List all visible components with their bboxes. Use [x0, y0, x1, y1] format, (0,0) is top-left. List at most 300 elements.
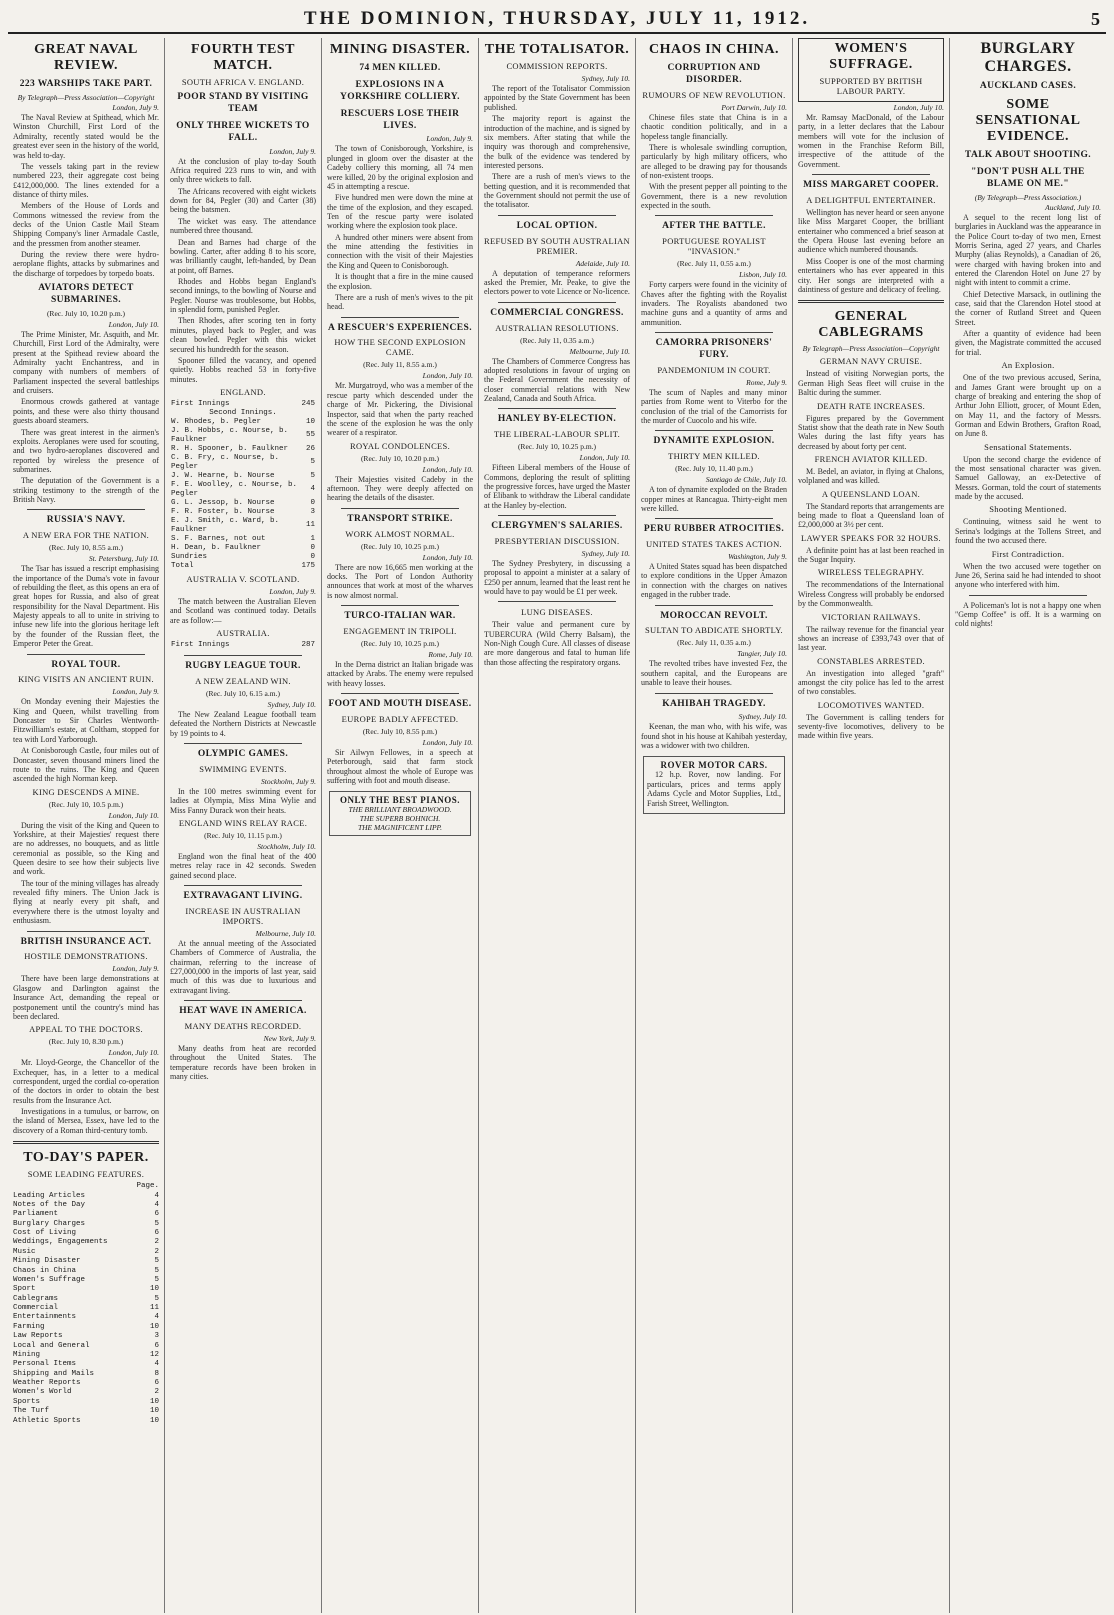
cable-head: A QUEENSLAND LOAN. — [821, 488, 921, 499]
article-paragraph: Instead of visiting Norwegian ports, the German High Seas fleet will cruise in the Baltic during the summer. — [798, 369, 944, 398]
article-paragraph: During the review there were hydro-aeroplane flights, attacks by submarines and the discharge of torpedoes by torpedo boats. — [13, 250, 159, 278]
article-paragraph: Mr. Ramsay MacDonald, of the Labour party, in a letter declares that the Labour members will vote for the inclusion of women in the Franchise Reform Bill, irrespective of the attitude of the Government. — [798, 113, 944, 169]
divider — [812, 174, 930, 175]
article-paragraph: Spooner filled the vacancy, and opened quietly. Hobbs reached 53 in forty-five minutes. — [170, 355, 316, 384]
subhead: SOME LEADING FEATURES. — [27, 1169, 145, 1180]
article-paragraph: Their Majesties visited Cadeby in the afternoon. They were deeply affected on hearing the details of the disaster. — [327, 474, 473, 503]
article-paragraph: At the conclusion of play to-day South Africa required 223 runs to win, and with only three wickets to fall. — [170, 156, 316, 185]
table-row: F. E. Woolley, c. Nourse, b. Pegler 4 — [171, 480, 315, 498]
headline-burglary-charges: BURGLARY CHARGES. — [980, 40, 1076, 75]
divider — [798, 300, 944, 303]
section-head: First Contradiction. — [991, 548, 1065, 559]
table-row: C. B. Fry, c. Nourse, b. Pegler 5 — [171, 453, 315, 471]
received-time: (Rec. July 10, 11.40 p.m.) — [675, 464, 753, 474]
article-paragraph: Continuing, witness said he went to Serina's lodgings at the Tollens Street, and found the two accused there. — [955, 517, 1101, 546]
advertisement-coffee: A Policeman's lot is not a happy one when "Gemp Coffee" is off. It is a warming on cold nights! — [955, 600, 1101, 629]
cable-head: LAWYER SPEAKS FOR 32 HOURS. — [801, 532, 941, 543]
list-item: Parliament 6 — [13, 1210, 159, 1219]
article-paragraph: Mr. Lloyd-George, the Chancellor of the Exchequer, has, in a letter to a medical correspondent, urged the cordial co-operation of the doctors in order to obtain the best results from the Insurance Act. — [13, 1058, 159, 1105]
headline-totalisator: THE TOTALISATOR. — [484, 42, 630, 57]
article-paragraph: The New Zealand League football team defeated the Northern Districts at Newcastle by 19 points to 4. — [170, 709, 316, 738]
suffrage-box — [798, 38, 944, 102]
credit: (By Telegraph—Press Association.) — [974, 192, 1082, 202]
article-paragraph: Then Rhodes, after scoring ten in forty minutes, played back to Pegler, and was clean bowled. Pegler with this wicket secured his hundredth for the season. — [170, 316, 316, 354]
received-time: (Rec. July 10, 6.15 a.m.) — [206, 688, 280, 698]
subhead: SOME SENSATIONAL EVIDENCE. — [975, 96, 1081, 145]
article-paragraph: One of the two previous accused, Serina, and James Grant were brought up on a charge of breaking and entering the shop of Arthur John Elliott, grocer, of Mount Eden, on May 11, and the factory of Messrs. Gorman and Edwin Brothers, Grafton Road, on June 8. — [955, 373, 1101, 439]
page-column-label: Page. — [136, 1182, 159, 1191]
column-3 — [322, 38, 479, 1613]
table-row: R. H. Spooner, b. Faulkner 26 — [171, 444, 315, 453]
article-paragraph: At Conisborough Castle, four miles out of Doncaster, seven thousand miners lined the route to the ruins. The King and Queen ascended the high Norman keep. — [13, 746, 159, 784]
subhead: PRESBYTERIAN DISCUSSION. — [494, 535, 620, 546]
scorecard-table — [170, 641, 316, 650]
article-paragraph: The revolted tribes have invested Fez, the southern capital, and the Europeans are unable to leave their houses. — [641, 659, 787, 688]
dateline: London, July 9. — [426, 134, 473, 144]
article-paragraph: A deputation of temperance reformers asked the Premier, Mr. Peake, to give the electors power to vote Licence or No-licence. — [484, 268, 630, 297]
section-head: An Explosion. — [1001, 360, 1055, 371]
received-time: (Rec. July 10, 10.25 p.m.) — [360, 638, 440, 648]
dateline: Rome, July 9. — [746, 377, 787, 387]
article-paragraph: There are now 16,665 men working at the docks. The Port of London Authority announces that work at most of the wharves is now almost normal. — [327, 562, 473, 600]
masthead-title: THE DOMINION, THURSDAY, JULY 11, 1912. — [303, 8, 811, 29]
subhead: PORTUGUESE ROYALIST "INVASION." — [662, 236, 766, 257]
dateline: London, July 9. — [269, 586, 316, 596]
article-paragraph: Dean and Barnes had charge of the bowling. Carter, after adding 8 to his score, was brilliantly caught, left-handed, by Dean at point, off Barnes. — [170, 237, 316, 275]
ad-text: 12 h.p. Rover, now landing. For particulars, prices and terms apply Adams Cycle and Motor Supplies, Ltd., Farish Street, Wellington. — [647, 770, 781, 808]
article-paragraph: The Africans recovered with eight wickets down for 84, Pegler (30) and Carter (38) being the batsmen. — [170, 186, 316, 215]
table-row: F. R. Foster, b. Nourse 3 — [171, 507, 315, 516]
article-paragraph: The railway revenue for the financial year shows an increase of £393,743 over that of last year. — [798, 624, 944, 653]
subhead: EUROPE BADLY AFFECTED. — [341, 713, 459, 724]
table-row: First Innings 245 — [171, 399, 315, 408]
headline-peru-rubber: PERU RUBBER ATROCITIES. — [643, 524, 785, 535]
headline-extravagant-living: EXTRAVAGANT LIVING. — [183, 891, 303, 902]
dateline: London, July 10. — [579, 453, 630, 463]
headline-relay: ENGLAND WINS RELAY RACE. — [178, 817, 308, 828]
divider — [184, 655, 302, 656]
article-paragraph: The wicket was easy. The attendance numbered three thousand. — [170, 216, 316, 236]
headline-naval-review: GREAT NAVAL REVIEW. — [34, 42, 138, 74]
column-6 — [793, 38, 950, 1613]
list-item: Cost of Living 6 — [13, 1229, 159, 1238]
subhead: CORRUPTION AND DISORDER. — [667, 63, 761, 85]
article-paragraph: There are a rush of men's wives to the pit head. — [327, 292, 473, 312]
headline-foot-mouth: FOOT AND MOUTH DISEASE. — [328, 698, 472, 709]
subhead: UNITED STATES TAKES ACTION. — [646, 539, 782, 550]
list-item: Local and General 6 — [13, 1341, 159, 1350]
dateline: Stockholm, July 10. — [257, 841, 316, 851]
article-paragraph: A ton of dynamite exploded on the Braden copper mines at Rancagua. Thirty-eight men were killed. — [641, 485, 787, 513]
page-number: 5 — [1091, 9, 1100, 29]
section-head: Sensational Statements. — [984, 441, 1072, 452]
list-item: Sport 10 — [13, 1285, 159, 1294]
article-paragraph: Wellington has never heard or seen anyone like Miss Margaret Cooper, the brilliant entertainer who commenced a brief season at the Opera House last evening before an audience which numbered thousands. — [798, 208, 944, 255]
dateline: Melbourne, July 10. — [255, 928, 316, 938]
divider — [969, 595, 1087, 596]
headline-margaret-cooper: MISS MARGARET COOPER. — [803, 180, 939, 191]
headline-royal-tour: ROYAL TOUR. — [51, 659, 121, 670]
masthead — [8, 0, 1106, 34]
dateline: Santiago de Chile, July 10. — [705, 475, 787, 485]
divider — [341, 317, 459, 318]
subhead: MANY DEATHS RECORDED. — [184, 1020, 302, 1031]
dateline: London, July 10. — [422, 464, 473, 474]
headline-local-option: LOCAL OPTION. — [516, 220, 598, 231]
divider — [655, 215, 773, 216]
divider — [184, 743, 302, 744]
article-paragraph: The recommendations of the International Wireless Congress will probably be endorsed by the Commonwealth. — [798, 580, 944, 609]
dateline: Washington, July 9. — [728, 552, 787, 562]
cable-head: FRENCH AVIATOR KILLED. — [814, 453, 928, 464]
table-row: J. W. Hearne, b. Nourse 5 — [171, 471, 315, 480]
divider — [655, 332, 773, 333]
table-row: First Innings 287 — [171, 641, 315, 650]
article-paragraph: England won the final heat of the 400 metres relay race in 42 seconds. Sweden gained second place. — [170, 851, 316, 880]
subhead: WORK ALMOST NORMAL. — [345, 528, 455, 539]
dateline: London, July 10. — [422, 737, 473, 747]
dateline: London, July 10. — [108, 810, 159, 820]
subhead: KING VISITS AN ANCIENT RUIN. — [18, 674, 154, 685]
article-paragraph: There is wholesale swindling corruption, particularly by high military officers, who are alleged to be drawing pay for thousands of non-existent troops. — [641, 142, 787, 180]
headline-kahibah: KAHIBAH TRAGEDY. — [662, 698, 766, 709]
divider — [184, 1000, 302, 1001]
dateline: London, July 9. — [112, 103, 159, 113]
dateline: London, July 10. — [108, 1048, 159, 1058]
divider — [498, 302, 616, 303]
divider — [498, 601, 616, 602]
received-time: (Rec. July 10, 10.20 p.m.) — [360, 453, 440, 463]
divider — [27, 931, 145, 932]
subhead: SULTAN TO ABDICATE SHORTLY. — [645, 625, 783, 636]
headline-todays-paper: TO-DAY'S PAPER. — [23, 1150, 149, 1166]
article-paragraph: Chief Detective Marsack, in outlining the case, said that the Clarendon Hotel stood at the corner of Rutland Street and Queen Street. — [955, 289, 1101, 327]
received-time: (Rec. July 10, 8.55 a.m.) — [49, 543, 123, 553]
headline-dynamite: DYNAMITE EXPLOSION. — [653, 436, 775, 447]
headline-appeal-doctors: APPEAL TO THE DOCTORS. — [29, 1024, 143, 1035]
article-paragraph: The Standard reports that arrangements are being made to float a Queensland loan of £2,000,000 at 3½ per cent. — [798, 501, 944, 530]
subhead: SWIMMING EVENTS. — [199, 763, 287, 774]
received-time: (Rec. July 10, 10.25 p.m.) — [517, 442, 597, 452]
subhead: EXPLOSIONS IN A YORKSHIRE COLLIERY. — [340, 79, 460, 102]
headline-royal-condolences: ROYAL CONDOLENCES. — [349, 440, 450, 451]
dateline: Port Darwin, July 10. — [721, 102, 787, 112]
headline-moroccan-revolt: MOROCCAN REVOLT. — [660, 610, 768, 621]
dateline: London, July 9. — [269, 146, 316, 156]
article-paragraph: The Naval Review at Spithead, which Mr. Winston Churchill, First Lord of the Admiralty, recently stated would be the greatest ever seen in the history of the world, was held to-day. — [13, 113, 159, 160]
subhead: THE LIBERAL-LABOUR SPLIT. — [493, 429, 621, 440]
subhead: POOR STAND BY VISITING TEAM — [177, 92, 309, 115]
received-time: (Rec. July 10, 8.55 p.m.) — [362, 726, 438, 736]
received-time: (Rec. July 11, 8.55 a.m.) — [363, 360, 437, 370]
table-row: W. Rhodes, b. Pegler 10 — [171, 417, 315, 426]
dateline: Auckland, July 10. — [1045, 202, 1101, 212]
list-item: Sports 10 — [13, 1397, 159, 1406]
article-paragraph: Miss Cooper is one of the most charming entertainers who has ever appeared in this city. Her songs are interpreted with a daintiness of gesture and delicacy of feeling. — [798, 256, 944, 294]
article-paragraph: Mr. Murgatroyd, who was a member of the rescue party which descended under the charge of Mr. Pickering, the Divisional Inspector, said that when the party reached the scene of the explosion he was the only wearer of a respirator. — [327, 381, 473, 438]
list-item: Notes of the Day 4 — [13, 1200, 159, 1209]
advertisement-rover: ROVER MOTOR CARS. 12 h.p. Rover, now landing. For particulars, prices and terms apply Adams Cycle and Motor Supplies, Ltd., Farish Street, Wellington. — [643, 756, 785, 813]
article-paragraph: Chinese files state that China is in a chaotic condition politically, and in a hopeless tangle financially. — [641, 112, 787, 141]
dateline: London, July 9. — [112, 964, 159, 974]
article-paragraph: A hundred other miners were absent from the mine attending the festivities in connection with the visit of their Majesties the King and Queen to Conisborough. — [327, 232, 473, 270]
received-time: (Rec. July 10, 8.30 p.m.) — [48, 1037, 124, 1047]
subhead: RESCUERS LOSE THEIR LIVES. — [340, 108, 460, 131]
table-row: Second Innings. — [209, 408, 277, 417]
column-2 — [165, 38, 322, 1613]
subhead: AUCKLAND CASES. — [979, 81, 1077, 91]
list-item: Music 2 — [13, 1247, 159, 1256]
dateline: London, July 10. — [893, 103, 944, 112]
article-paragraph: Their value and permanent cure by TUBERCURA (Wild Cherry Balsam), the Non-Nigh Cough Cure. All classes of disease are more dangerous and fatal to human life than those affecting the respiratory organs. — [484, 620, 630, 667]
divider — [655, 605, 773, 606]
dateline: Sydney, July 10. — [738, 712, 787, 722]
divider — [27, 509, 145, 510]
article-paragraph: Upon the second charge the evidence of the most sensational character was given. Samuel Galloway, an ex-Detective of Messrs. Gorman, told the court of statements made by the accused. — [955, 454, 1101, 502]
article-paragraph: Fifteen Liberal members of the House of Commons, deploring the result of splitting the progressive forces, have urged the Master of Elibank to withdraw the Liberal candidate at the Hanley by-election. — [484, 463, 630, 510]
article-paragraph: The Sydney Presbytery, in discussing a proposal to appoint a minister at a salary of £250 per annum, learned that the least rent he would have to pay would be £1 per week. — [484, 558, 630, 597]
list-item: Farming 10 — [13, 1322, 159, 1331]
dateline: Sydney, July 10. — [581, 548, 630, 558]
headline-after-battle: AFTER THE BATTLE. — [662, 221, 766, 232]
article-paragraph: Forty carpers were found in the vicinity of Chaves after the fighting with the Royalist invaders. The Royalists abandoned two machine guns and a quantity of arms and ammunition. — [641, 280, 787, 327]
list-item: Mining 12 — [13, 1350, 159, 1359]
received-time: (Rec. July 11, 0.35 a.m.) — [677, 638, 751, 648]
dateline: London, July 10. — [422, 552, 473, 562]
table-row: S. F. Barnes, not out 1 — [171, 534, 315, 543]
list-item: Law Reports 3 — [13, 1332, 159, 1341]
article-paragraph: The match between the Australian Eleven and Scotland was continued today. Details are as follow:— — [170, 596, 316, 625]
article-paragraph: When the two accused were together on June 26, Serina said he had intended to shoot anyone who interfered with him. — [955, 561, 1101, 590]
scorecard-table — [170, 400, 316, 571]
divider — [341, 693, 459, 694]
headline-insurance-act: BRITISH INSURANCE ACT. — [20, 936, 152, 947]
headline-general-cablegrams: GENERAL CABLEGRAMS — [818, 309, 924, 341]
column-4 — [479, 38, 636, 1613]
article-paragraph: On Monday evening their Majesties the King and Queen, whilst travelling from Doncaster to Sir Charles Wentworth-Fitzwilliam's estate, at Coltham, stopped for tea with Lord Yarborough. — [13, 697, 159, 744]
list-item: The Turf 10 — [13, 1407, 159, 1416]
dateline: St. Petersburg, July 10. — [88, 554, 159, 564]
article-paragraph: The vessels taking part in the review numbered 223, their aggregate cost being £412,000,000. The lines extended for a distance of thirty miles. — [13, 161, 159, 199]
headline-aviators: AVIATORS DETECT SUBMARINES. — [38, 283, 134, 306]
section-head: Shooting Mentioned. — [989, 504, 1067, 515]
article-paragraph: The tour of the mining villages has already revealed fifty miners. The Union Jack is flying at nearly every pit shaft, and everywhere there is the utmost loyalty and enthusiasm. — [13, 878, 159, 926]
headline-camorra: CAMORRA PRISONERS' FURY. — [655, 338, 773, 360]
dateline: Sydney, July 10. — [581, 74, 630, 84]
subhead: ONLY THREE WICKETS TO FALL. — [176, 120, 310, 143]
dateline: Tangier, July 10. — [737, 649, 787, 659]
headline-clergymen: CLERGYMEN'S SALARIES. — [491, 521, 623, 532]
article-paragraph: In the 100 metres swimming event for ladies at Olympia, Miss Mina Wylie and Miss Fanny Durack won their heats. — [170, 786, 316, 815]
cable-head: CONSTABLES ARRESTED. — [817, 655, 925, 666]
divider — [655, 518, 773, 519]
subhead: THIRTY MEN KILLED. — [668, 451, 760, 462]
subhead: INCREASE IN AUSTRALIAN IMPORTS. — [185, 905, 301, 926]
list-item: Personal Items 4 — [13, 1360, 159, 1369]
subhead: A DELIGHTFUL ENTERTAINER. — [806, 195, 936, 206]
headline-womens-suffrage: WOMEN'S SUFFRAGE. — [829, 41, 913, 72]
article-paragraph: The report of the Totalisator Commission appointed by the State Government has been published. — [484, 84, 630, 112]
list-item: Weather Reports 6 — [13, 1379, 159, 1388]
advertisement-pianos: ONLY THE BEST PIANOS. THE BRILLIANT BROADWOOD. THE SUPERB BOHNICH. THE MAGNIFICENT LIPP. — [329, 791, 471, 836]
received-time: (Rec. July 11, 0.35 a.m.) — [520, 335, 594, 345]
divider — [13, 1141, 159, 1144]
team-name: AUSTRALIA. — [216, 628, 270, 639]
column-1 — [8, 38, 165, 1613]
table-row: Total 175 — [171, 561, 315, 570]
divider — [341, 508, 459, 509]
divider — [498, 215, 616, 216]
list-item: Burglary Charges 5 — [13, 1219, 159, 1228]
cable-head: DEATH RATE INCREASES. — [816, 400, 926, 411]
article-paragraph: The majority report is against the introduction of the machine, and is signed by six members. After stating that while the inquiry was thorough and comprehensive, the bulk of the evidence was tendered by interested persons. — [484, 114, 630, 170]
dateline: London, July 9. — [112, 687, 159, 697]
list-item: Entertainments 4 — [13, 1313, 159, 1322]
headline-king-mine: KING DESCENDS A MINE. — [32, 786, 140, 797]
dateline: Adelaide, July 10. — [575, 258, 630, 268]
received-time: (Rec. July 10, 10.20 p.m.) — [46, 308, 126, 318]
list-item: Shipping and Mails 8 — [13, 1369, 159, 1378]
article-paragraph: After a quantity of evidence had been given, the Magistrate committed the accused for trial. — [955, 329, 1101, 357]
article-paragraph: Many deaths from heat are recorded throughout the United States. The temperature records have been broken in many cities. — [170, 1043, 316, 1081]
subhead: RUMOURS OF NEW REVOLUTION. — [642, 89, 786, 100]
divider — [341, 605, 459, 606]
subhead: PANDEMONIUM IN COURT. — [657, 364, 771, 375]
article-paragraph: A definite point has at last been reached in the Sugar Inquiry. — [798, 545, 944, 565]
article-paragraph: An investigation into alleged "graft" amongst the city police has led to the arrest of two constables. — [798, 668, 944, 697]
article-paragraph: The town of Conisborough, Yorkshire, is plunged in gloom over the disaster at the Cadeby colliery this morning, all 74 men were killed, 20 by the original explosion and 45 in attempting a rescue. — [327, 144, 473, 191]
article-paragraph: During the visit of the King and Queen to Yorkshire, at their Majesties' request there are no addresses, no bouquets, and as little ceremonial as possible, so the King and Queen desire to see how their subjects live and work. — [13, 820, 159, 877]
headline-olympic-games: OLYMPIC GAMES. — [197, 748, 289, 759]
cable-head: WIRELESS TELEGRAPHY. — [817, 567, 925, 578]
dateline: New York, July 9. — [263, 1033, 316, 1043]
headline-chaos-china: CHAOS IN CHINA. — [648, 42, 779, 57]
headline-lung-diseases: LUNG DISEASES. — [521, 607, 593, 618]
article-paragraph: The Government is calling tenders for seventy-five locomotives, delivery to be made within five years. — [798, 712, 944, 741]
article-paragraph: Members of the House of Lords and Commons witnessed the review from the decks of the Union Castle Mail Steam Shipping Company's liner Armadale Castle, and the pressmen from another steamer. — [13, 201, 159, 248]
article-paragraph: It is thought that a fire in the mine caused the explosion. — [327, 272, 473, 291]
article-paragraph: A United States squad has been dispatched to explore conditions in the Upper Amazon in connection with the charges on natives engaged in the rubber trade. — [641, 562, 787, 600]
headline-fourth-test: FOURTH TEST MATCH. — [191, 42, 295, 74]
received-time: (Rec. July 10, 10.5 p.m.) — [48, 799, 124, 809]
received-time: (Rec. July 10, 10.25 p.m.) — [360, 541, 440, 551]
divider — [655, 693, 773, 694]
article-paragraph: The Prime Minister, Mr. Asquith, and Mr. Churchill, First Lord of the Admiralty, were present at the Spithead review aboard the Admiralty yacht Enchantress, and in company with numbers of members of Parliament inspected the several battleships and cruisers. — [13, 329, 159, 396]
subhead: REFUSED BY SOUTH AUSTRALIAN PREMIER. — [484, 235, 630, 256]
column-5 — [636, 38, 793, 1613]
cable-head: GERMAN NAVY CRUISE. — [819, 356, 923, 367]
list-item: Leading Articles 4 — [13, 1191, 159, 1200]
article-paragraph: The scum of Naples and many minor parties from Rome went to Viterbo for the conclusion of the trial of the Camorrists for the murder of Cuocolo and his wife. — [641, 387, 787, 425]
headline-rescuer: A RESCUER'S EXPERIENCES. — [328, 322, 472, 333]
article-paragraph: Sir Ailwyn Fellowes, in a speech at Peterborough, said that farm stock throughout almost the whole of Europe was suffering with foot and mouth disease. — [327, 747, 473, 785]
list-item: Chaos in China 5 — [13, 1266, 159, 1275]
dateline: Sydney, July 10. — [267, 699, 316, 709]
headline-russia-navy: RUSSIA'S NAVY. — [46, 515, 126, 526]
credit: By Telegraph—Press Association—Copyright — [802, 344, 940, 354]
headline-turco-italian: TURCO-ITALIAN WAR. — [344, 611, 456, 621]
subhead: AUSTRALIAN RESOLUTIONS. — [495, 322, 619, 333]
list-item: Mining Disaster 5 — [13, 1257, 159, 1266]
headline-australia-scotland: AUSTRALIA V. SCOTLAND. — [186, 573, 300, 584]
subhead: A NEW ZEALAND WIN. — [195, 675, 291, 686]
cable-head: VICTORIAN RAILWAYS. — [821, 611, 921, 622]
subhead: HOW THE SECOND EXPLOSION CAME. — [334, 337, 466, 358]
list-item: Cablegrams 5 — [13, 1294, 159, 1303]
article-paragraph: Enormous crowds gathered at vantage points, and these were also thirty thousand guests aboard steamers. — [13, 397, 159, 426]
divider — [184, 885, 302, 886]
article-paragraph: In the Derna district an Italian brigade was attacked by Arabs. The enemy were repulsed with heavy losses. — [327, 659, 473, 688]
article-paragraph: Investigations in a tumulus, or barrow, on the island of Mersea, Essex, have led to the discovery of a Roman third-century tomb. — [13, 1107, 159, 1135]
table-row: H. Dean, b. Faulkner 0 — [171, 543, 315, 552]
article-paragraph: There have been large demonstrations at Glasgow and Darlington against the Insurance Act, demanding the repeal or postponement until the country's mind has been declared. — [13, 974, 159, 1021]
list-item: Commercial 11 — [13, 1304, 159, 1313]
cable-head: LOCOMOTIVES WANTED. — [817, 699, 925, 710]
received-time: (Rec. July 10, 11.15 p.m.) — [204, 830, 282, 840]
divider — [498, 408, 616, 409]
received-time: (Rec. July 11, 0.55 a.m.) — [677, 259, 751, 269]
article-paragraph: There are a rush of men's views to the betting question, and it is recommended that the Government should not permit the use of the totalisator. — [484, 172, 630, 210]
dateline: Melbourne, July 10. — [569, 346, 630, 356]
article-paragraph: With the present pepper all pointing to the Government, there is a new revolution expected in the south. — [641, 182, 787, 211]
article-paragraph: The Tsar has issued a rescript emphasising the importance of the Duma's vote in favour of rebuilding the fleet, as this opens an era of great hopes for Russia, and also of great responsibility for the Naval Department. His Majesty appeals to all to unite in striving to infuse new life into the glorious heritage left by the founder of the Russian fleet, the Emperor Peter the Great. — [13, 564, 159, 649]
divider — [655, 430, 773, 431]
subhead-warships: 223 WARSHIPS TAKE PART. — [19, 79, 153, 90]
subhead: SOUTH AFRICA V. ENGLAND. — [181, 77, 305, 88]
table-row: Sundries 0 — [171, 552, 315, 561]
headline-heat-wave: HEAT WAVE IN AMERICA. — [179, 1006, 307, 1017]
article-paragraph: The Chambers of Commerce Congress has adopted resolutions in favour of urging on the Federal Government the necessity of closer commercial relations with New Zealand, Canada and South Africa. — [484, 356, 630, 404]
subhead: 74 MEN KILLED. — [359, 63, 441, 74]
dateline: London, July 10. — [108, 319, 159, 329]
column-7 — [950, 38, 1106, 1613]
list-item: Athletic Sports 10 — [13, 1416, 159, 1425]
dateline: London, July 10. — [422, 371, 473, 381]
article-paragraph: A sequel to the recent long list of burglaries in Auckland was the appearance in the Police Court to-day of two men, Ernest Morris Serina, aged 27 years, and Charles Murphy (alias Reynolds), a Canadian of 26, were charged with having broken into and entered the Clarendon Hotel on June 27 by night with intent to commit a crime. — [955, 212, 1101, 288]
list-item: Women's World 2 — [13, 1388, 159, 1397]
divider — [498, 515, 616, 516]
scorecard-title: ENGLAND. — [220, 386, 266, 397]
headline-commercial-congress: COMMERCIAL CONGRESS. — [490, 307, 624, 318]
subhead: A NEW ERA FOR THE NATION. — [22, 530, 150, 541]
table-row: E. J. Smith, c. Ward, b. Faulkner 11 — [171, 516, 315, 534]
list-item: Weddings, Engagements 2 — [13, 1238, 159, 1247]
subhead: TALK ABOUT SHOOTING. — [964, 150, 1092, 161]
list-item: Women's Suffrage 5 — [13, 1275, 159, 1284]
columns — [8, 34, 1106, 1613]
table-row: J. B. Hobbs, c. Nourse, b. Faulkner 55 — [171, 426, 315, 444]
credit: By Telegraph—Press Association—Copyright — [17, 93, 155, 103]
dateline: Stockholm, July 9. — [261, 776, 316, 786]
article-paragraph: Keenan, the man who, with his wife, was found shot in his house at Kahibah yesterday, was a widower with two children. — [641, 722, 787, 751]
article-paragraph: The deputation of the Government is a striking testimony to the strength of the British Navy. — [13, 476, 159, 505]
article-paragraph: Figures prepared by the Government Statist show that the death rate in New South Wales during the last fifty years has decreased by about forty per cent. — [798, 413, 944, 451]
headline-mining-disaster: MINING DISASTER. — [329, 42, 471, 57]
subhead: HOSTILE DEMONSTRATIONS. — [24, 951, 148, 962]
dateline: Lisbon, July 10. — [739, 270, 787, 280]
article-paragraph: At the annual meeting of the Associated Chambers of Commerce of Australia, the chairman, referring to the increase of £27,000,000 in the imports of last year, said much of this was due to luxurious and extravagant living. — [170, 938, 316, 995]
dateline: Rome, July 10. — [428, 649, 473, 659]
headline-rugby-league: RUGBY LEAGUE TOUR. — [185, 661, 301, 672]
article-paragraph: There was great interest in the airmen's exploits. Aeroplanes were used for scouting, and two hydro-aeroplanes discovered and reported by wireless the presence of submarines. — [13, 427, 159, 474]
article-paragraph: Rhodes and Hobbs began England's second innings, to the bowling of Nourse and Pegler. Nourse was troublesome, but Hobbs, in splendid form, punished Pegler. — [170, 277, 316, 315]
article-paragraph: Five hundred men were down the mine at the time of the explosion, and they escaped. Ten of the rescue party were isolated working where the explosion took place. — [327, 193, 473, 231]
subhead: ENGAGEMENT IN TRIPOLI. — [343, 625, 457, 636]
subhead: "DON'T PUSH ALL THE BLAME ON ME." — [971, 167, 1085, 189]
contents-index — [13, 1182, 159, 1426]
subhead: SUPPORTED BY BRITISH LABOUR PARTY. — [819, 76, 923, 96]
subhead: COMMISSION REPORTS. — [506, 61, 608, 72]
